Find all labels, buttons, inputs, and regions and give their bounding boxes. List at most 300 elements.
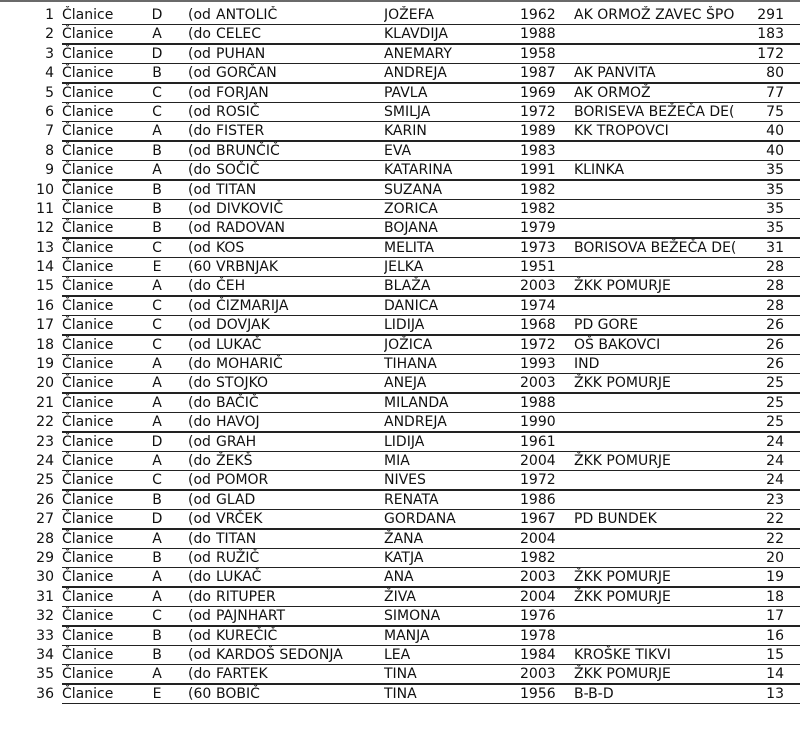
surname-cell: TITAN [216,530,257,547]
birth-year-cell: 1974 [520,297,556,314]
points-cell: 172 [757,45,784,62]
points-cell: 23 [766,491,784,508]
category-cell: Članice [62,511,114,528]
age-range-cell: (do [188,356,211,373]
table-row [0,316,800,335]
surname-cell: FORJAN [216,84,269,101]
age-range-cell: (od [188,472,211,489]
points-cell: 25 [766,414,784,431]
first-name-cell: MIA [384,452,410,469]
table-row [0,122,800,141]
birth-year-cell: 1990 [520,414,556,431]
points-cell: 26 [766,317,784,334]
points-cell: 18 [766,588,784,605]
table-row [0,84,800,103]
rank-number-cell: 14 [36,259,54,276]
table-row [0,103,800,122]
club-cell: BORISEVA BEŽEČA DE( [574,103,735,120]
first-name-cell: ŽANA [384,530,424,547]
surname-cell: GLAD [216,491,256,508]
first-name-cell: MILANDA [384,394,449,411]
points-cell: 35 [766,162,784,179]
surname-cell: ČIZMARIJA [216,297,289,314]
club-cell: AK ORMOŽ ZAVEC ŠPO [574,7,735,23]
age-range-cell: (od [188,65,211,82]
birth-year-cell: 1988 [520,394,556,411]
first-name-cell: MANJA [384,627,430,644]
birth-year-cell: 1982 [520,549,556,566]
surname-cell: TITAN [216,181,257,198]
birth-year-cell: 1969 [520,84,556,101]
rank-number-cell: 11 [36,200,54,217]
birth-year-cell: 1973 [520,239,556,256]
surname-cell: FISTER [216,123,265,140]
category-cell: Članice [62,26,114,43]
table-row [0,530,800,549]
points-cell: 183 [757,26,784,43]
birth-year-cell: 1961 [520,433,556,450]
category-cell: Članice [62,297,114,314]
age-group-cell: A [152,162,162,179]
club-cell: AK ORMOŽ [574,84,651,101]
points-cell: 24 [766,452,784,469]
category-cell: Članice [62,549,114,566]
rank-number-cell: 21 [36,394,54,411]
club-cell: OŠ BAKOVCI [574,336,661,353]
points-cell: 28 [766,259,784,276]
rank-number-cell: 35 [36,666,54,683]
first-name-cell: LIDIJA [384,317,425,334]
first-name-cell: TIHANA [384,356,437,373]
first-name-cell: ANEMARY [384,45,452,62]
club-cell: ŽKK POMURJE [574,375,671,392]
first-name-cell: ANEJA [384,375,427,392]
table-row [0,568,800,587]
age-range-cell: (od [188,297,211,314]
age-range-cell: (do [188,530,211,547]
age-range-cell: (od [188,7,211,23]
age-group-cell: A [152,278,162,295]
rank-number-cell: 5 [45,84,54,101]
surname-cell: FARTEK [216,666,268,683]
club-cell: PD BUNDEK [574,511,657,528]
age-group-cell: A [152,569,162,586]
first-name-cell: DANICA [384,297,439,314]
rank-number-cell: 34 [36,646,54,663]
surname-cell: CELEC [216,26,262,43]
first-name-cell: BLAŽA [384,278,431,295]
birth-year-cell: 1972 [520,472,556,489]
table-row [0,6,800,25]
category-cell: Članice [62,220,114,237]
surname-cell: ČEH [216,278,246,295]
age-range-cell: (od [188,646,211,663]
first-name-cell: EVA [384,142,412,159]
points-cell: 19 [766,569,784,586]
age-group-cell: A [152,375,162,392]
surname-cell: STOJKO [216,375,269,392]
category-cell: Članice [62,336,114,353]
table-row [0,277,800,296]
club-cell: ŽKK POMURJE [574,452,671,469]
table-row [0,549,800,568]
surname-cell: GORČAN [216,65,277,82]
rank-number-cell: 9 [45,162,54,179]
surname-cell: POMOR [216,472,269,489]
club-cell: ŽKK POMURJE [574,278,671,295]
table-row [0,45,800,64]
birth-year-cell: 2003 [520,569,556,586]
table-row [0,413,800,432]
rank-number-cell: 29 [36,549,54,566]
first-name-cell: RENATA [384,491,439,508]
age-range-cell: (od [188,239,211,256]
birth-year-cell: 1972 [520,336,556,353]
birth-year-cell: 2004 [520,588,556,605]
points-cell: 22 [766,530,784,547]
age-group-cell: D [151,433,163,450]
age-range-cell: (od [188,84,211,101]
row-underline [62,703,800,704]
age-range-cell: (od [188,608,211,625]
points-cell: 31 [766,239,784,256]
points-cell: 75 [766,103,784,120]
birth-year-cell: 1988 [520,26,556,43]
birth-year-cell: 1967 [520,511,556,528]
category-cell: Članice [62,414,114,431]
surname-cell: HAVOJ [216,414,260,431]
first-name-cell: KATARINA [384,162,453,179]
surname-cell: KARDOŠ SEDONJA [216,646,343,663]
first-name-cell: LIDIJA [384,433,425,450]
age-group-cell: E [152,685,162,702]
age-group-cell: C [152,84,162,101]
club-cell: PD GORE [574,317,639,334]
table-row [0,491,800,510]
age-range-cell: (od [188,45,211,62]
age-group-cell: A [152,666,162,683]
age-range-cell: (60 [188,685,212,702]
surname-cell: DIVKOVIČ [216,200,284,217]
rank-number-cell: 18 [36,336,54,353]
birth-year-cell: 1972 [520,103,556,120]
first-name-cell: SMILJA [384,103,431,120]
first-name-cell: KATJA [384,549,424,566]
age-range-cell: (od [188,317,211,334]
surname-cell: BRUNČIČ [216,142,280,159]
table-row [0,665,800,684]
category-cell: Članice [62,7,114,23]
birth-year-cell: 1984 [520,646,556,663]
rank-number-cell: 30 [36,569,54,586]
age-group-cell: B [152,181,162,198]
age-range-cell: (do [188,278,211,295]
birth-year-cell: 1991 [520,162,556,179]
first-name-cell: SUZANA [384,181,443,198]
points-cell: 28 [766,278,784,295]
age-group-cell: A [152,414,162,431]
table-row [0,161,800,180]
age-group-cell: A [152,356,162,373]
birth-year-cell: 1951 [520,259,556,276]
category-cell: Članice [62,666,114,683]
first-name-cell: SIMONA [384,608,441,625]
first-name-cell: TINA [384,685,417,702]
category-cell: Članice [62,103,114,120]
table-row [0,627,800,646]
category-cell: Članice [62,491,114,508]
category-cell: Članice [62,472,114,489]
rank-number-cell: 16 [36,297,54,314]
club-cell: ŽKK POMURJE [574,666,671,683]
first-name-cell: ANA [384,569,414,586]
age-group-cell: C [152,239,162,256]
category-cell: Članice [62,123,114,140]
birth-year-cell: 1982 [520,200,556,217]
birth-year-cell: 1968 [520,317,556,334]
age-range-cell: (do [188,123,211,140]
rank-number-cell: 13 [36,239,54,256]
rank-number-cell: 7 [45,123,54,140]
surname-cell: PAJNHART [216,608,286,625]
rank-number-cell: 19 [36,356,54,373]
age-group-cell: A [152,394,162,411]
club-cell: KROŠKE TIKVI [574,646,671,663]
first-name-cell: ANDREJA [384,414,447,431]
age-group-cell: D [151,7,163,23]
category-cell: Članice [62,142,114,159]
club-cell: KK TROPOVCI [574,123,669,140]
first-name-cell: MELITA [384,239,434,256]
points-cell: 13 [766,685,784,702]
points-cell: 17 [766,608,784,625]
birth-year-cell: 1993 [520,356,556,373]
rank-number-cell: 3 [45,45,54,62]
club-cell: ŽKK POMURJE [574,588,671,605]
rank-number-cell: 22 [36,414,54,431]
age-range-cell: (do [188,26,211,43]
surname-cell: ŽEKŠ [216,452,253,469]
rank-number-cell: 4 [45,65,54,82]
table-row [0,219,800,238]
rank-number-cell: 31 [36,588,54,605]
table-row [0,25,800,44]
points-cell: 80 [766,65,784,82]
age-group-cell: C [152,472,162,489]
category-cell: Članice [62,84,114,101]
age-range-cell: (do [188,414,211,431]
first-name-cell: PAVLA [384,84,428,101]
results-table [0,6,800,704]
age-group-cell: B [152,491,162,508]
surname-cell: MOHARIČ [216,356,283,373]
age-range-cell: (od [188,511,211,528]
category-cell: Članice [62,608,114,625]
surname-cell: SOČIČ [216,162,260,179]
first-name-cell: ANDREJA [384,65,447,82]
birth-year-cell: 1979 [520,220,556,237]
surname-cell: GRAH [216,433,257,450]
surname-cell: RUŽIČ [216,549,260,566]
category-cell: Članice [62,239,114,256]
age-range-cell: (od [188,433,211,450]
points-cell: 25 [766,375,784,392]
birth-year-cell: 2003 [520,666,556,683]
age-group-cell: E [152,259,162,276]
age-range-cell: (do [188,452,211,469]
category-cell: Članice [62,452,114,469]
age-range-cell: (od [188,181,211,198]
table-row [0,258,800,277]
points-cell: 24 [766,472,784,489]
category-cell: Članice [62,685,114,702]
age-group-cell: C [152,317,162,334]
club-cell: AK PANVITA [574,65,656,82]
surname-cell: VRBNJAK [216,259,279,276]
rank-number-cell: 6 [45,103,54,120]
surname-cell: ANTOLIČ [216,7,278,23]
age-group-cell: A [152,530,162,547]
rank-number-cell: 27 [36,511,54,528]
points-cell: 28 [766,297,784,314]
birth-year-cell: 1958 [520,45,556,62]
first-name-cell: JOŽICA [384,336,433,353]
surname-cell: KUREČIČ [216,627,278,644]
club-cell: KLINKA [574,162,625,179]
table-row [0,142,800,161]
first-name-cell: ZORICA [384,200,438,217]
rank-number-cell: 23 [36,433,54,450]
table-row [0,646,800,665]
age-group-cell: D [151,511,163,528]
table-row [0,588,800,607]
age-group-cell: C [152,336,162,353]
age-range-cell: (od [188,103,211,120]
age-group-cell: A [152,26,162,43]
points-cell: 20 [766,549,784,566]
category-cell: Članice [62,45,114,62]
category-cell: Članice [62,394,114,411]
age-range-cell: (od [188,220,211,237]
first-name-cell: BOJANA [384,220,438,237]
table-row [0,355,800,374]
age-range-cell: (do [188,394,211,411]
rank-number-cell: 25 [36,472,54,489]
surname-cell: DOVJAK [216,317,270,334]
table-row [0,297,800,316]
age-group-cell: A [152,588,162,605]
rank-number-cell: 24 [36,452,54,469]
rank-number-cell: 15 [36,278,54,295]
table-row [0,433,800,452]
surname-cell: BAČIČ [216,394,259,411]
birth-year-cell: 1956 [520,685,556,702]
points-cell: 25 [766,394,784,411]
table-row [0,607,800,626]
age-range-cell: (od [188,200,211,217]
table-row [0,452,800,471]
age-group-cell: B [152,646,162,663]
table-row [0,374,800,393]
rank-number-cell: 33 [36,627,54,644]
points-cell: 35 [766,181,784,198]
surname-cell: RITUPER [216,588,276,605]
rank-number-cell: 26 [36,491,54,508]
category-cell: Članice [62,356,114,373]
points-cell: 26 [766,336,784,353]
category-cell: Članice [62,181,114,198]
first-name-cell: JELKA [384,259,424,276]
table-row [0,510,800,529]
rank-number-cell: 12 [36,220,54,237]
category-cell: Članice [62,317,114,334]
age-group-cell: C [152,103,162,120]
category-cell: Članice [62,278,114,295]
age-range-cell: (od [188,142,211,159]
age-group-cell: C [152,608,162,625]
table-row [0,64,800,83]
first-name-cell: KARIN [384,123,427,140]
category-cell: Članice [62,65,114,82]
category-cell: Članice [62,433,114,450]
birth-year-cell: 2004 [520,530,556,547]
points-cell: 291 [757,7,784,23]
age-group-cell: B [152,549,162,566]
birth-year-cell: 2003 [520,375,556,392]
age-group-cell: B [152,200,162,217]
table-row [0,200,800,219]
rank-number-cell: 17 [36,317,54,334]
club-cell: IND [574,356,600,373]
table-row [0,471,800,490]
points-cell: 40 [766,142,784,159]
club-cell: ŽKK POMURJE [574,569,671,586]
age-range-cell: (do [188,375,211,392]
category-cell: Članice [62,530,114,547]
rank-number-cell: 2 [45,26,54,43]
birth-year-cell: 1989 [520,123,556,140]
first-name-cell: ŽIVA [384,588,416,605]
birth-year-cell: 1986 [520,491,556,508]
age-group-cell: A [152,452,162,469]
points-cell: 77 [766,84,784,101]
birth-year-cell: 2004 [520,452,556,469]
category-cell: Članice [62,646,114,663]
club-cell: BORISOVA BEŽEČA DE( [574,239,737,256]
table-row [0,181,800,200]
surname-cell: VRČEK [216,511,263,528]
age-range-cell: (do [188,569,211,586]
age-group-cell: B [152,220,162,237]
age-group-cell: A [152,123,162,140]
rank-number-cell: 8 [45,142,54,159]
age-range-cell: (od [188,627,211,644]
birth-year-cell: 1978 [520,627,556,644]
birth-year-cell: 1962 [520,7,556,23]
category-cell: Članice [62,375,114,392]
rank-number-cell: 28 [36,530,54,547]
age-group-cell: B [152,142,162,159]
surname-cell: KOS [216,239,245,256]
age-group-cell: C [152,297,162,314]
first-name-cell: KLAVDIJA [384,26,448,43]
table-row [0,239,800,258]
age-group-cell: B [152,627,162,644]
category-cell: Članice [62,569,114,586]
surname-cell: PUHAN [216,45,266,62]
age-group-cell: D [151,45,163,62]
age-range-cell: (od [188,491,211,508]
